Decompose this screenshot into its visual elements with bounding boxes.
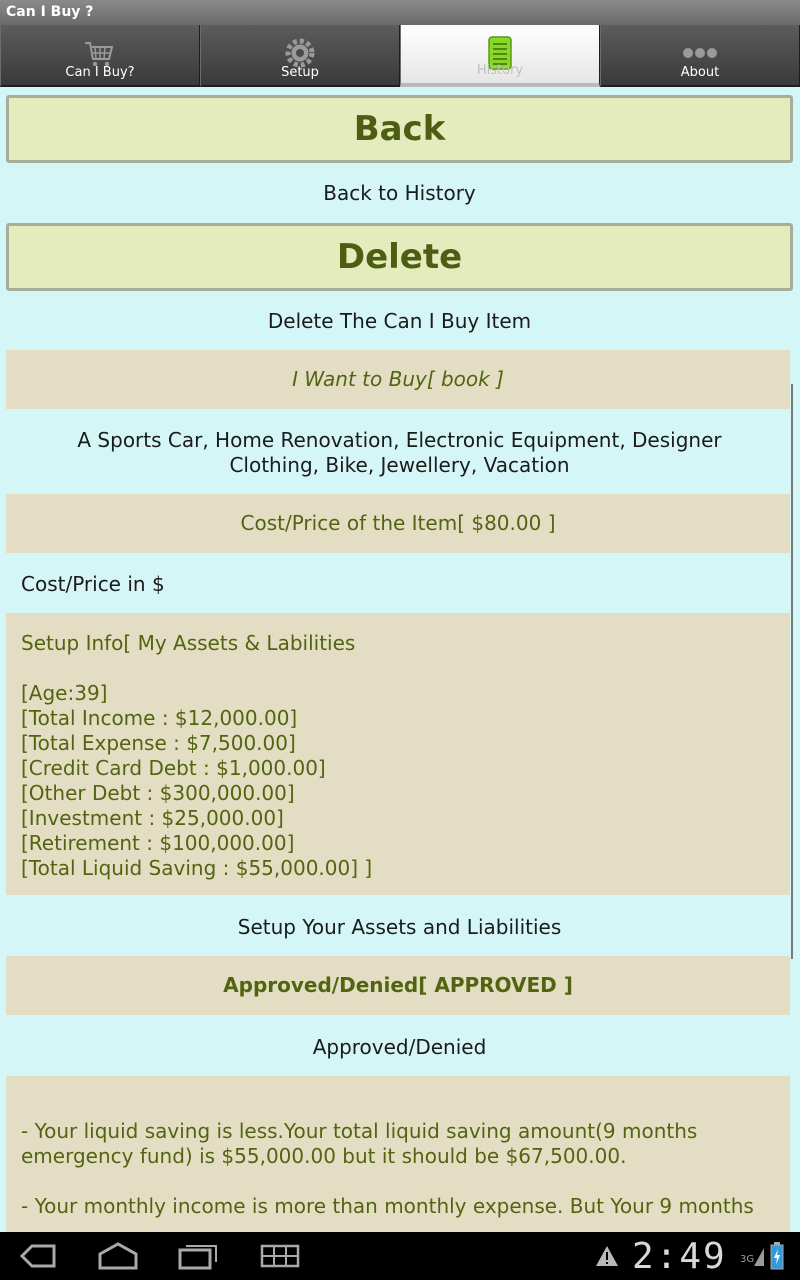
setup-line-retirement: [Retirement : $100,000.00] [21, 831, 295, 855]
battery-icon [770, 1242, 784, 1270]
setup-line-liquid-saving: [Total Liquid Saving : $55,000.00] ] [21, 856, 373, 880]
tab-setup[interactable] [200, 25, 400, 87]
delete-caption: Delete The Can I Buy Item [267, 309, 532, 333]
recent-apps-icon[interactable] [176, 1240, 220, 1272]
tab-label: Can I Buy? [65, 65, 135, 80]
signal-icon [752, 1244, 766, 1268]
setup-line-income: [Total Income : $12,000.00] [21, 706, 298, 730]
detail-content[interactable] [0, 87, 800, 1232]
setup-line-age: [Age:39] [21, 681, 108, 705]
tab-about[interactable] [600, 25, 800, 87]
setup-line-credit-card-debt: [Credit Card Debt : $1,000.00] [21, 756, 326, 780]
scrollbar[interactable] [791, 384, 793, 959]
setup-info-header: Setup Info[ My Assets & Labilities [21, 631, 356, 655]
tab-label: History [476, 63, 524, 78]
want-to-buy-field[interactable]: I Want to Buy[ book ] [6, 350, 790, 409]
reason-item: - Your liquid saving is less.Your total liquid saving amount(9 months emergency fund) is $55,000.00 but it should be $67,500.00. [21, 1119, 698, 1168]
setup-line-other-debt: [Other Debt : $300,000.00] [21, 781, 295, 805]
back-caption: Back to History [323, 181, 476, 205]
tab-can-i-buy[interactable] [0, 25, 200, 87]
tab-bar [0, 25, 800, 87]
reason-item: - Your monthly income is more than monthly expense. But Your 9 months [21, 1194, 754, 1218]
item-examples: A Sports Car, Home Renovation, Electronic Equipment, Designer Clothing, Bike, Jewellery, Vacation [77, 428, 722, 477]
setup-caption: Setup Your Assets and Liabilities [237, 915, 562, 939]
reasons-field[interactable] [6, 1076, 790, 1232]
setup-line-expense: [Total Expense : $7,500.00] [21, 731, 296, 755]
approval-caption: Approved/Denied [312, 1035, 487, 1059]
tab-label: About [680, 65, 720, 80]
system-nav-bar [0, 1232, 800, 1280]
setup-info-field[interactable] [6, 613, 790, 895]
setup-line-investment: [Investment : $25,000.00] [21, 806, 284, 830]
grid-menu-icon[interactable] [258, 1240, 302, 1272]
back-nav-icon[interactable] [18, 1240, 58, 1272]
delete-button[interactable]: Delete [6, 223, 793, 291]
warning-icon [594, 1244, 620, 1268]
back-button[interactable]: Back [6, 95, 793, 163]
cost-field[interactable]: Cost/Price of the Item[ $80.00 ] [6, 494, 790, 553]
app-title: Can I Buy ? [0, 0, 800, 25]
approval-status-field[interactable]: Approved/Denied[ APPROVED ] [6, 956, 790, 1015]
clock: 2:49 [632, 1236, 727, 1277]
cost-caption: Cost/Price in $ [21, 572, 165, 596]
home-nav-icon[interactable] [96, 1240, 140, 1272]
tab-history[interactable] [400, 25, 600, 87]
network-type: 3G [740, 1254, 755, 1265]
tab-label: Setup [281, 65, 319, 80]
